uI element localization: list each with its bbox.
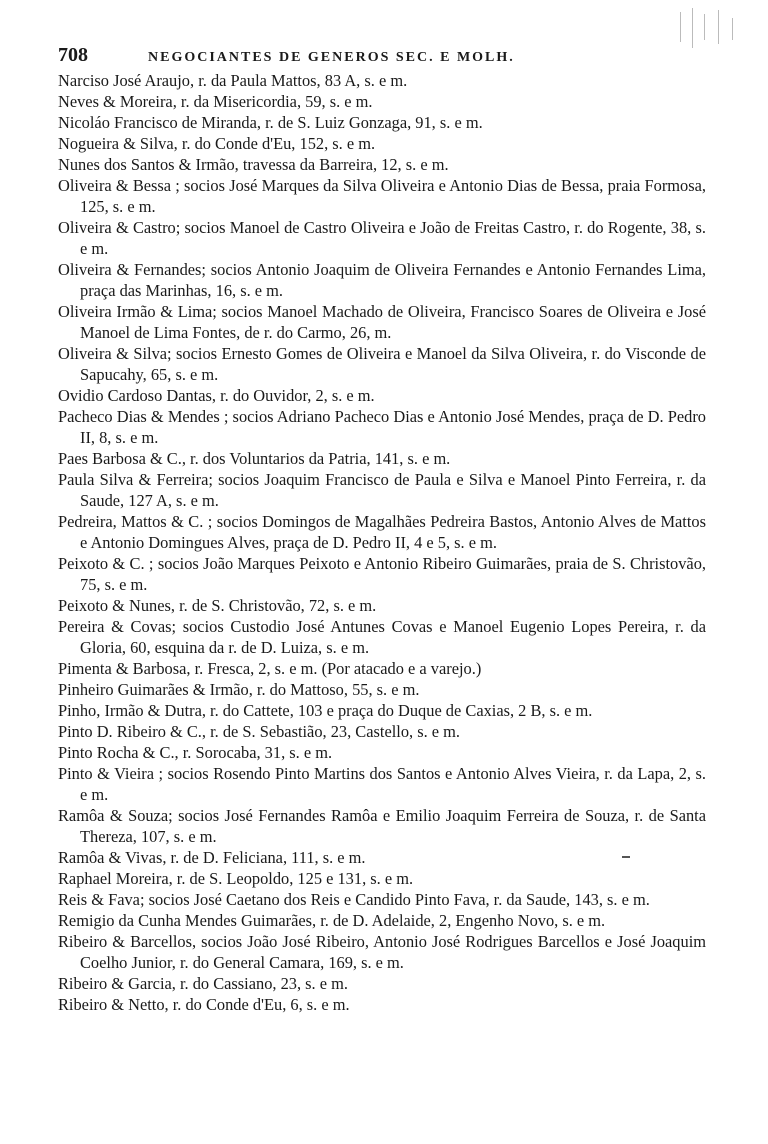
merchant-entry: Ramôa & Souza; socios José Fernandes Ramôa e Emilio Joaquim Ferreira de Souza, r. de Santa Thereza, 107, s. e m. xyxy=(58,806,706,846)
merchant-entry: Ribeiro & Netto, r. do Conde d'Eu, 6, s. e m. xyxy=(58,995,350,1014)
page-number: 708 xyxy=(58,44,88,66)
merchant-entry: Pinto & Vieira ; socios Rosendo Pinto Martins dos Santos e Antonio Alves Vieira, r. da Lapa, 2, s. e m. xyxy=(58,764,706,804)
merchant-entry: Nogueira & Silva, r. do Conde d'Eu, 152, s. e m. xyxy=(58,134,376,153)
merchant-entry: Reis & Fava; socios José Caetano dos Reis e Candido Pinto Fava, r. da Saude, 143, s. e m. xyxy=(58,890,650,909)
merchant-entry: Oliveira & Bessa ; socios José Marques da Silva Oliveira e Antonio Dias de Bessa, praia Formosa, 125, s. e m. xyxy=(58,176,706,216)
merchant-entry: Pacheco Dias & Mendes ; socios Adriano Pacheco Dias e Antonio José Mendes, praça de D. Pedro II, 8, s. e m. xyxy=(58,407,706,447)
directory-page xyxy=(58,44,706,1015)
merchant-entry: Oliveira Irmão & Lima; socios Manoel Machado de Oliveira, Francisco Soares de Oliveira e José Manoel de Lima Fontes, de r. do Carmo, 26, m. xyxy=(58,302,706,342)
merchant-entry: Ribeiro & Barcellos, socios João José Ribeiro, Antonio José Rodrigues Barcellos e José Joaquim Coelho Junior, r. do General Camara, 169, s. e m. xyxy=(58,932,706,972)
merchant-entry: Oliveira & Castro; socios Manoel de Castro Oliveira e João de Freitas Castro, r. do Rogente, 38, s. e m. xyxy=(58,218,706,258)
merchant-entry: Nicoláo Francisco de Miranda, r. de S. Luiz Gonzaga, 91, s. e m. xyxy=(58,113,483,132)
merchant-entry: Nunes dos Santos & Irmão, travessa da Barreira, 12, s. e m. xyxy=(58,155,449,174)
merchant-entry: Paula Silva & Ferreira; socios Joaquim Francisco de Paula e Silva e Manoel Pinto Ferreira, r. da Saude, 127 A, s. e m. xyxy=(58,470,706,510)
ink-mark xyxy=(622,856,630,858)
merchant-entry: Remigio da Cunha Mendes Guimarães, r. de D. Adelaide, 2, Engenho Novo, s. e m. xyxy=(58,911,606,930)
merchant-entry: Narciso José Araujo, r. da Paula Mattos, 83 A, s. e m. xyxy=(58,71,408,90)
merchant-entry: Pimenta & Barbosa, r. Fresca, 2, s. e m. (Por atacado e a varejo.) xyxy=(58,659,482,678)
merchant-entry: Paes Barbosa & C., r. dos Voluntarios da Patria, 141, s. e m. xyxy=(58,449,451,468)
merchant-entry: Ovidio Cardoso Dantas, r. do Ouvidor, 2, s. e m. xyxy=(58,386,375,405)
merchant-entry: Pinho, Irmão & Dutra, r. do Cattete, 103 e praça do Duque de Caxias, 2 B, s. e m. xyxy=(58,701,593,720)
running-title: NEGOCIANTES DE GENEROS SEC. E MOLH. xyxy=(148,50,515,65)
merchant-entry: Ribeiro & Garcia, r. do Cassiano, 23, s. e m. xyxy=(58,974,348,993)
merchant-entry: Oliveira & Fernandes; socios Antonio Joaquim de Oliveira Fernandes e Antonio Fernandes Lima, praça das Marinhas, 16, s. e m. xyxy=(58,260,706,300)
merchant-entry: Pinto D. Ribeiro & C., r. de S. Sebastião, 23, Castello, s. e m. xyxy=(58,722,461,741)
merchant-entry: Neves & Moreira, r. da Misericordia, 59, s. e m. xyxy=(58,92,373,111)
merchant-entry: Pinheiro Guimarães & Irmão, r. do Mattoso, 55, s. e m. xyxy=(58,680,420,699)
page-header xyxy=(58,44,706,70)
merchant-entry: Oliveira & Silva; socios Ernesto Gomes de Oliveira e Manoel da Silva Oliveira, r. do Visconde de Sapucahy, 65, s. e m. xyxy=(58,344,706,384)
merchant-entry: Raphael Moreira, r. de S. Leopoldo, 125 e 131, s. e m. xyxy=(58,869,414,888)
merchant-list xyxy=(58,70,706,1015)
merchant-entry: Pedreira, Mattos & C. ; socios Domingos de Magalhães Pedreira Bastos, Antonio Alves de Mattos e Antonio Domingues Alves, praça de D. Pedro II, 4 e 5, s. e m. xyxy=(58,512,706,552)
merchant-entry: Peixoto & C. ; socios João Marques Peixoto e Antonio Ribeiro Guimarães, praia de S. Christovão, 75, s. e m. xyxy=(58,554,706,594)
merchant-entry: Ramôa & Vivas, r. de D. Feliciana, 111, s. e m. xyxy=(58,848,366,867)
merchant-entry: Pinto Rocha & C., r. Sorocaba, 31, s. e m. xyxy=(58,743,333,762)
merchant-entry: Pereira & Covas; socios Custodio José Antunes Covas e Manoel Eugenio Lopes Pereira, r. da Gloria, 60, esquina da r. de D. Luiza, s. e m. xyxy=(58,617,706,657)
merchant-entry: Peixoto & Nunes, r. de S. Christovão, 72, s. e m. xyxy=(58,596,377,615)
